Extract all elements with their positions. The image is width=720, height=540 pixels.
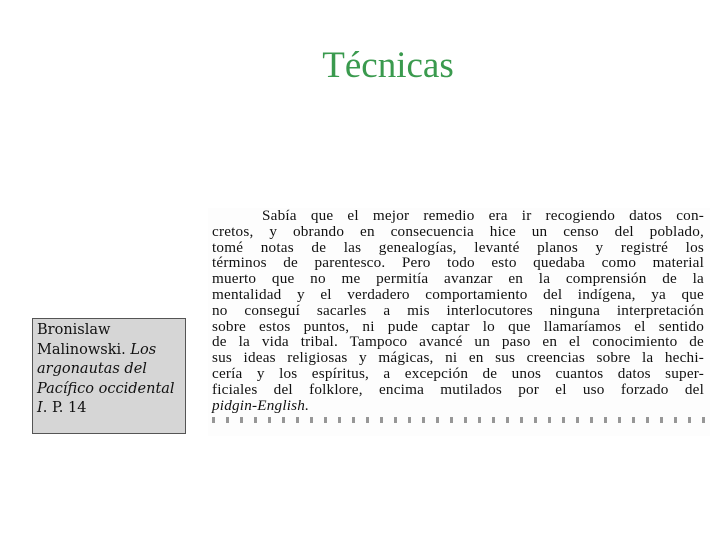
excerpt-line: ficiales del folklore, encima mutilados por el uso forzado del	[212, 380, 704, 398]
excerpt-line: tomé notas de las genealogías, levanté planos y registré los	[212, 238, 704, 256]
excerpt-line: términos de parentesco. Pero todo esto quedaba como material	[212, 254, 704, 272]
citation-page: . P. 14	[42, 400, 87, 416]
excerpt-line: mentalidad y el verdadero comportamiento del indígena, ya que	[212, 285, 704, 303]
excerpt-line: sobre estos puntos, ni pude captar lo que llamaríamos el sentido	[212, 317, 704, 335]
excerpt-line: no conseguí sacarles a mis interlocutores ninguna interpretación	[212, 301, 704, 319]
scanned-book-excerpt	[208, 208, 710, 436]
excerpt-line: cretos, y obrando en consecuencia hice un censo del poblado,	[212, 222, 704, 240]
excerpt-line: pidgin-English.	[212, 396, 310, 414]
excerpt-line: de la vida tribal. Tampoco avancé un paso en el conocimiento de	[212, 333, 704, 351]
excerpt-line: muerto que no me permitía avanzar en la comprensión de la	[212, 270, 704, 288]
citation-caption	[32, 318, 186, 434]
cropped-line-fragment	[212, 417, 708, 423]
excerpt-line: cería y los espíritus, a excepción de unos cuantos datos super-	[212, 364, 704, 382]
slide-title: Técnicas	[322, 45, 454, 86]
citation-author: Bronislaw Malinowski.	[37, 322, 131, 358]
excerpt-line: sus ideas religiosas y mágicas, ni en sus creencias sobre la hechi-	[212, 349, 704, 367]
excerpt-text	[208, 208, 710, 423]
citation-work-title: Los argonautas del Pacífico occidental I	[37, 341, 175, 416]
excerpt-line: Sabía que el mejor remedio era ir recogiendo datos con-	[262, 208, 704, 224]
